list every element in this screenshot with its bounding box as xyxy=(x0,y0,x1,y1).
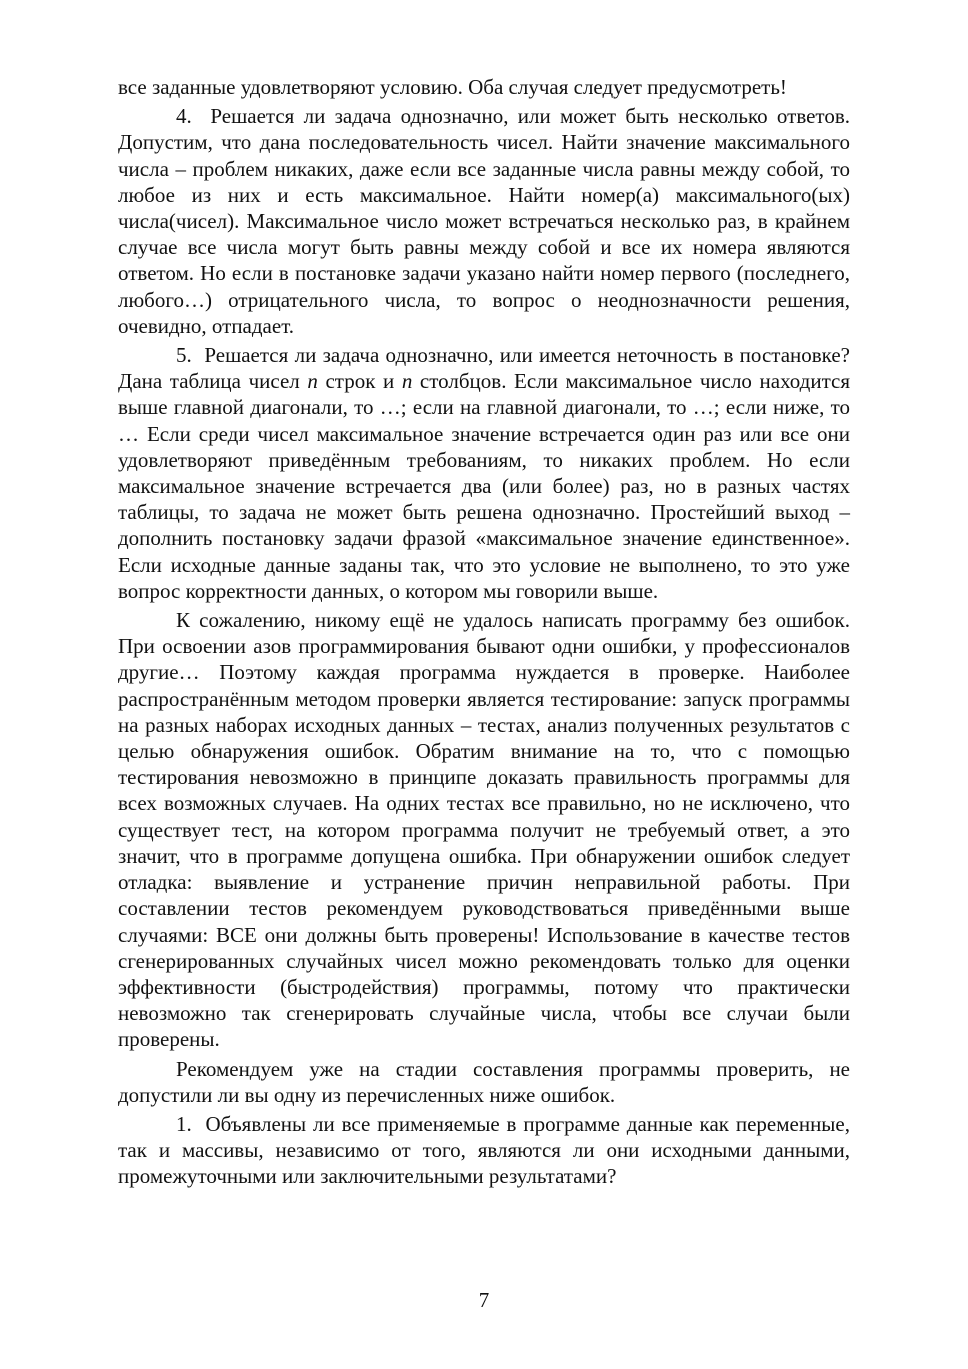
paragraph-item-4: 4. Решается ли задача однозначно, или может быть несколько ответов. Допустим, что дана последовательность чисел. Найти значение максимального числа – проблем никаких, даже если все заданные числа равны между собой, то любое из них и есть максимальное. Найти номер(а) максимального(ых) числа(чисел). Максимальное число может встречаться несколько раз, в крайнем случае все числа могут быть равны между собой и все их номера являются ответом. Но если в постановке задачи указано найти номер первого (последнего, любого…) отрицательного числа, то вопрос о неоднозначности решения, очевидно, отпадает. xyxy=(118,104,850,338)
paragraph-item-5: 5. Решается ли задача однозначно, или имеется неточность в постановке? Дана таблица чисел n строк и n столбцов. Если максимальное число находится выше главной диагонали, то …; если на главной диагонали, то …; если ниже, то … Если среди чисел максимальное значение встречается один раз или все они удовлетворяют приведённым требованиям, то никаких проблем. Но если максимальное значение встречается два (или более) раз, но в разных частях таблицы, то задача не может быть решена однозначно. Простейший выход – дополнить постановку задачи фразой «максимальное значение единственное». Если исходные данные заданы так, что это условие не выполнено, то это уже вопрос корректности данных, о котором мы говорили выше. xyxy=(118,343,851,603)
paragraph-recommendation: Рекомендуем уже на стадии составления программы проверить, не допустили ли вы одну из перечисленных ниже ошибок. xyxy=(118,1056,850,1107)
paragraph-testing: К сожалению, никому ещё не удалось написать программу без ошибок. При освоении азов программирования бывают одни ошибки, у профессионалов другие… Поэтому каждая программа нуждается в проверке. Наиболее распространённым методом проверки является тестирование: запуск программы на разных наборах исходных данных – тестах, анализ полученных результатов с целью обнаружения ошибок. Обратим внимание на то, что с помощью тестирования невозможно в принципе доказать правильность программы для всех возможных случаев. На одних тестах все правильно, но не исключено, что существует тест, на котором программа получит не требуемый ответ, а это значит, что в программе допущена ошибка. При обнаружении ошибок следует отладка: выявление и устранение причин неправильной работы. При составлении тестов рекомендуем руководствоваться приведёнными выше случаями: ВСЕ они должны быть проверены! Использование в качестве тестов сгенерированных случайных чисел можно рекомендовать только для оценки эффективности (быстродействия) программы, потому что практически невозможно так сгенерировать случайные числа, чтобы все случаи были проверены. xyxy=(118,608,850,1052)
page-number: 7 xyxy=(478,1288,490,1312)
paragraph-item-1: 1. Объявлены ли все применяемые в программе данные как переменные, так и массивы, независимо от того, являются ли они исходными данными, промежуточными или заключительными результатами? xyxy=(118,1111,850,1189)
page-body xyxy=(118,74,850,1190)
paragraph-continuation: все заданные удовлетворяют условию. Оба случая следует предусмотреть! xyxy=(118,75,787,99)
